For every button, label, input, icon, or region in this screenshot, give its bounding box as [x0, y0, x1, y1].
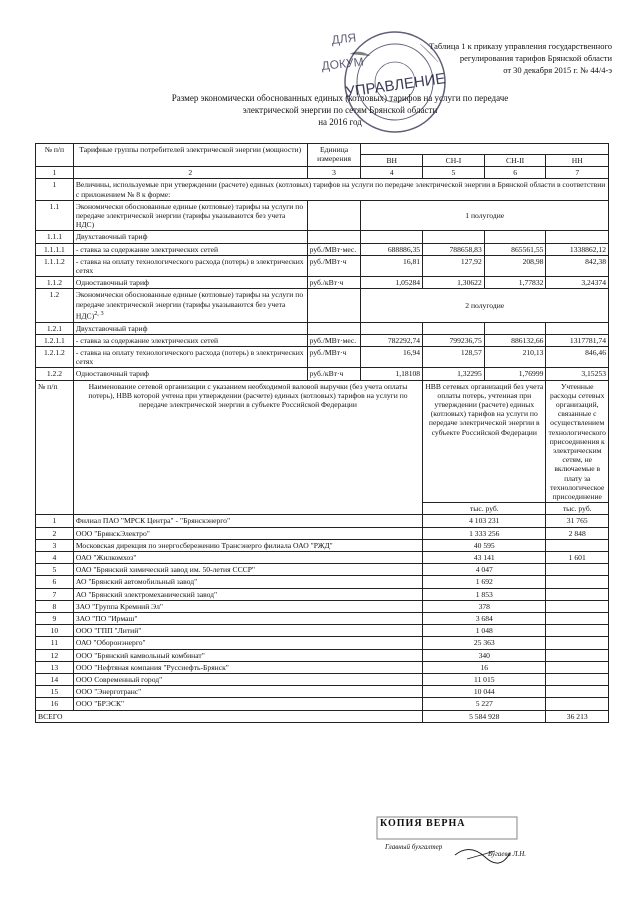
table-row	[36, 277, 609, 289]
order-reference-line2: регулирования тарифов Брянской области	[459, 53, 612, 63]
value-cell: 842,38	[546, 255, 609, 276]
org-num: 16	[36, 698, 74, 710]
org-name: ООО "БРЭСК"	[73, 698, 422, 710]
table-row	[36, 346, 609, 367]
org-num: 11	[36, 637, 74, 649]
index-cell: 7	[546, 167, 609, 179]
org-tp	[546, 564, 609, 576]
copy-certified-label: КОПИЯ ВЕРНА	[380, 818, 466, 829]
org-num: 9	[36, 613, 74, 625]
org-list	[36, 515, 609, 710]
value-cell: 688886,35	[361, 243, 423, 255]
period-label: 2 полугодие	[361, 289, 609, 322]
row-num: 1.1	[36, 200, 74, 231]
org-num: 6	[36, 576, 74, 588]
table-row	[36, 334, 609, 346]
org-row	[36, 649, 609, 661]
value-cell: 1,30622	[423, 277, 485, 289]
org-name: АО "Брянский автомобильный завод"	[73, 576, 422, 588]
value-cell: 208,98	[484, 255, 546, 276]
org-name: АО "Брянский электромеханический завод"	[73, 588, 422, 600]
header-group: Тарифные группы потребителей электрической энергии (мощности)	[73, 144, 307, 167]
row-unit	[307, 322, 361, 334]
row-unit	[307, 231, 361, 243]
row-text: Экономически обоснованные единые (котловые) тарифы на услуги по передаче электрической энергии (тарифы указываются без учета НДС)	[73, 200, 307, 231]
title-line1: Размер экономически обоснованных единых (котловых) тарифов на услуги по передаче	[171, 93, 509, 103]
org-nvv: 5 227	[423, 698, 546, 710]
org-name: ЗАО "Группа Кремний Эл"	[73, 600, 422, 612]
org-row	[36, 588, 609, 600]
value-cell: 1338862,12	[546, 243, 609, 255]
org-name: Московская дирекция по энергосбережению Трансэнерго филиала ОАО "РЖД"	[73, 539, 422, 551]
order-reference-line1: Таблица 1 к приказу управления государственного	[429, 41, 612, 51]
org-num: 14	[36, 674, 74, 686]
org-name: ОАО "Оборонэнерго"	[73, 637, 422, 649]
org-num: 5	[36, 564, 74, 576]
row-num: 1.2.1.2	[36, 346, 74, 367]
row-unit: руб./МВт·ч	[307, 255, 361, 276]
value-cell: 1,05284	[361, 277, 423, 289]
org-row	[36, 686, 609, 698]
org-tp	[546, 637, 609, 649]
footnote-mark: 2, 3	[94, 309, 104, 317]
period-label: 1 полугодие	[361, 200, 609, 231]
header-blank	[361, 144, 609, 155]
org-tp	[546, 686, 609, 698]
row-text: - ставка за содержание электрических сетей	[73, 334, 307, 346]
title-line2: электрической энергии по сетям Брянской области	[242, 105, 438, 115]
table-index-row	[36, 167, 609, 179]
org-header-name: Наименование сетевой организации с указанием необходимой валовой выручки (без учета оплаты потерь), НВВ которой учтена при утверждении (расчете) единых (котловых) тарифов на услуги по передаче электрической энергии в субъекте Российской Федерации	[73, 380, 422, 515]
row-unit: руб./кВт·ч	[307, 277, 361, 289]
org-header-num: № п/п	[36, 380, 74, 515]
value-cell: 16,94	[361, 346, 423, 367]
row-unit	[307, 200, 361, 231]
index-cell: 3	[307, 167, 361, 179]
row-unit	[307, 289, 361, 322]
total-row	[36, 710, 609, 722]
value-cell: 782292,74	[361, 334, 423, 346]
org-nvv: 16	[423, 661, 546, 673]
row-num: 1.2.2	[36, 368, 74, 380]
row-num: 1.2	[36, 289, 74, 322]
row-text: Величины, используемые при утверждении (расчете) единых (котловых) тарифов на услуги по передаче электрической энергии в Брянской области в соответствии с приложением № 8 к форме:	[73, 179, 608, 200]
org-nvv: 1 853	[423, 588, 546, 600]
value-cell: 128,57	[423, 346, 485, 367]
value-cell: 799236,75	[423, 334, 485, 346]
org-row	[36, 637, 609, 649]
org-nvv: 40 595	[423, 539, 546, 551]
official-seal	[300, 14, 460, 144]
row-text: Одноставочный тариф	[73, 368, 307, 380]
header-num: № п/п	[36, 144, 74, 167]
row-num: 1.1.1.2	[36, 255, 74, 276]
index-cell: 6	[484, 167, 546, 179]
total-tp: 36 213	[546, 710, 609, 722]
org-nvv: 378	[423, 600, 546, 612]
header-sn1: СН-I	[423, 155, 485, 167]
row-text: Одноставочный тариф	[73, 277, 307, 289]
org-header-nvv: НВВ сетевых организаций без учета оплаты потерь, учтенная при утверждении (расчете) единых (котловых) тарифов на услуги по передаче электрической энергии в субъекте Российской Федерации	[423, 380, 546, 503]
org-num: 15	[36, 686, 74, 698]
org-nvv: 25 363	[423, 637, 546, 649]
row-num: 1.1.2	[36, 277, 74, 289]
org-nvv: 4 047	[423, 564, 546, 576]
index-cell: 2	[73, 167, 307, 179]
org-row	[36, 552, 609, 564]
org-tp	[546, 661, 609, 673]
org-row	[36, 661, 609, 673]
org-tp	[546, 613, 609, 625]
table-row	[36, 255, 609, 276]
org-num: 8	[36, 600, 74, 612]
row-num: 1.2.1	[36, 322, 74, 334]
value-cell: 1,32295	[423, 368, 485, 380]
org-row	[36, 674, 609, 686]
value-cell: 846,46	[546, 346, 609, 367]
org-nvv: 4 103 231	[423, 515, 546, 527]
row-text: - ставка на оплату технологического расхода (потерь) в электрических сетях	[73, 255, 307, 276]
signer-role: Главный бухгалтер	[385, 843, 443, 851]
row-text: - ставка на оплату технологического расхода (потерь) в электрических сетях	[73, 346, 307, 367]
row-num: 1.1.1	[36, 231, 74, 243]
table-row	[36, 289, 609, 322]
index-cell: 5	[423, 167, 485, 179]
org-nvv: 1 048	[423, 625, 546, 637]
row-text: Экономически обоснованные единые (котловые) тарифы на услуги по передаче электрической энергии (тарифы указываются без учета НДС)	[75, 290, 304, 321]
org-row	[36, 698, 609, 710]
svg-text:УПРАВЛЕНИЕ: УПРАВЛЕНИЕ	[344, 70, 447, 101]
org-row	[36, 600, 609, 612]
svg-text:ДОКУМ: ДОКУМ	[320, 54, 365, 73]
org-tp	[546, 576, 609, 588]
org-row	[36, 527, 609, 539]
value-cell: 3,15253	[546, 368, 609, 380]
table-row	[36, 200, 609, 231]
table-row	[36, 243, 609, 255]
org-name: ЗАО "ПО "Ирмаш"	[73, 613, 422, 625]
org-tp	[546, 600, 609, 612]
org-row	[36, 625, 609, 637]
org-name: Филиал ПАО "МРСК Центра" - "Брянскэнерго"	[73, 515, 422, 527]
header-vn: ВН	[361, 155, 423, 167]
org-nvv: 11 015	[423, 674, 546, 686]
org-tp	[546, 649, 609, 661]
table-row	[36, 179, 609, 200]
org-name: ОАО "Брянский химический завод им. 50-летия СССР"	[73, 564, 422, 576]
org-num: 4	[36, 552, 74, 564]
title-line3: на 2016 год	[318, 117, 362, 127]
org-num: 12	[36, 649, 74, 661]
value-cell: 886132,66	[484, 334, 546, 346]
signer-name: Бугаева Л.Н.	[488, 850, 527, 858]
org-row	[36, 613, 609, 625]
row-unit: руб./МВт·ч	[307, 346, 361, 367]
org-nvv: 3 684	[423, 613, 546, 625]
org-nvv: 43 141	[423, 552, 546, 564]
org-name: ООО "Брянский камвольный комбинат"	[73, 649, 422, 661]
row-num: 1.2.1.1	[36, 334, 74, 346]
index-cell: 1	[36, 167, 74, 179]
value-cell: 1,76999	[484, 368, 546, 380]
value-cell: 788658,83	[423, 243, 485, 255]
org-num: 1	[36, 515, 74, 527]
org-tp: 1 601	[546, 552, 609, 564]
row-num: 1.1.1.1	[36, 243, 74, 255]
org-nvv: 340	[423, 649, 546, 661]
header-nn: НН	[546, 155, 609, 167]
org-unit-nvv: тыс. руб.	[423, 503, 546, 515]
org-tp: 31 765	[546, 515, 609, 527]
org-tp	[546, 698, 609, 710]
row-text: - ставка за содержание электрических сетей	[73, 243, 307, 255]
row-text: Двухставочный тариф	[73, 322, 307, 334]
org-tp	[546, 674, 609, 686]
org-row	[36, 539, 609, 551]
row-unit: руб./МВт·мес.	[307, 243, 361, 255]
org-name: ООО Современный город"	[73, 674, 422, 686]
org-header-row	[36, 380, 609, 503]
org-header-tp: Учтенные расходы сетевых организаций, связанные с осуществлением технологического присоединения к электрическим сетям, не включаемые в плату за технологическое присоединение	[546, 380, 609, 503]
org-row	[36, 576, 609, 588]
org-name: ООО "ГПП "Литий"	[73, 625, 422, 637]
org-num: 3	[36, 539, 74, 551]
value-cell: 210,13	[484, 346, 546, 367]
row-num: 1	[36, 179, 74, 200]
value-cell: 1,77832	[484, 277, 546, 289]
org-row	[36, 564, 609, 576]
org-tp	[546, 539, 609, 551]
index-cell: 4	[361, 167, 423, 179]
table-row	[36, 231, 609, 243]
total-label: ВСЕГО	[36, 710, 423, 722]
org-nvv: 1 692	[423, 576, 546, 588]
value-cell: 16,81	[361, 255, 423, 276]
org-num: 2	[36, 527, 74, 539]
value-cell: 1317781,74	[546, 334, 609, 346]
org-num: 13	[36, 661, 74, 673]
org-name: ОАО "Жилкомхоз"	[73, 552, 422, 564]
org-name: ООО "Нефтяная компания "Руссиефть-Брянск"	[73, 661, 422, 673]
header-unit: Единица измерения	[307, 144, 361, 167]
table-row	[36, 368, 609, 380]
header-sn2: СН-II	[484, 155, 546, 167]
org-tp	[546, 588, 609, 600]
org-name: ООО "БрянскЭлектро"	[73, 527, 422, 539]
order-reference-line3: от 30 декабря 2015 г. № 44/4-э	[503, 65, 612, 75]
value-cell: 3,24374	[546, 277, 609, 289]
value-cell: 1,18108	[361, 368, 423, 380]
org-nvv: 1 333 256	[423, 527, 546, 539]
org-nvv: 10 044	[423, 686, 546, 698]
tariff-table	[35, 143, 609, 723]
org-row	[36, 515, 609, 527]
value-cell: 865561,55	[484, 243, 546, 255]
svg-text:ДЛЯ: ДЛЯ	[330, 30, 357, 47]
value-cell: 127,92	[423, 255, 485, 276]
org-tp: 2 848	[546, 527, 609, 539]
org-num: 7	[36, 588, 74, 600]
org-num: 10	[36, 625, 74, 637]
row-unit: руб./МВт·мес.	[307, 334, 361, 346]
row-unit: руб./кВт·ч	[307, 368, 361, 380]
row-text-wrapper	[73, 289, 307, 322]
row-text: Двухставочный тариф	[73, 231, 307, 243]
table-row	[36, 322, 609, 334]
org-unit-tp: тыс. руб.	[546, 503, 609, 515]
total-nvv: 5 584 928	[423, 710, 546, 722]
org-name: ООО "Энерготранс"	[73, 686, 422, 698]
org-tp	[546, 625, 609, 637]
table-header-row	[36, 144, 609, 155]
